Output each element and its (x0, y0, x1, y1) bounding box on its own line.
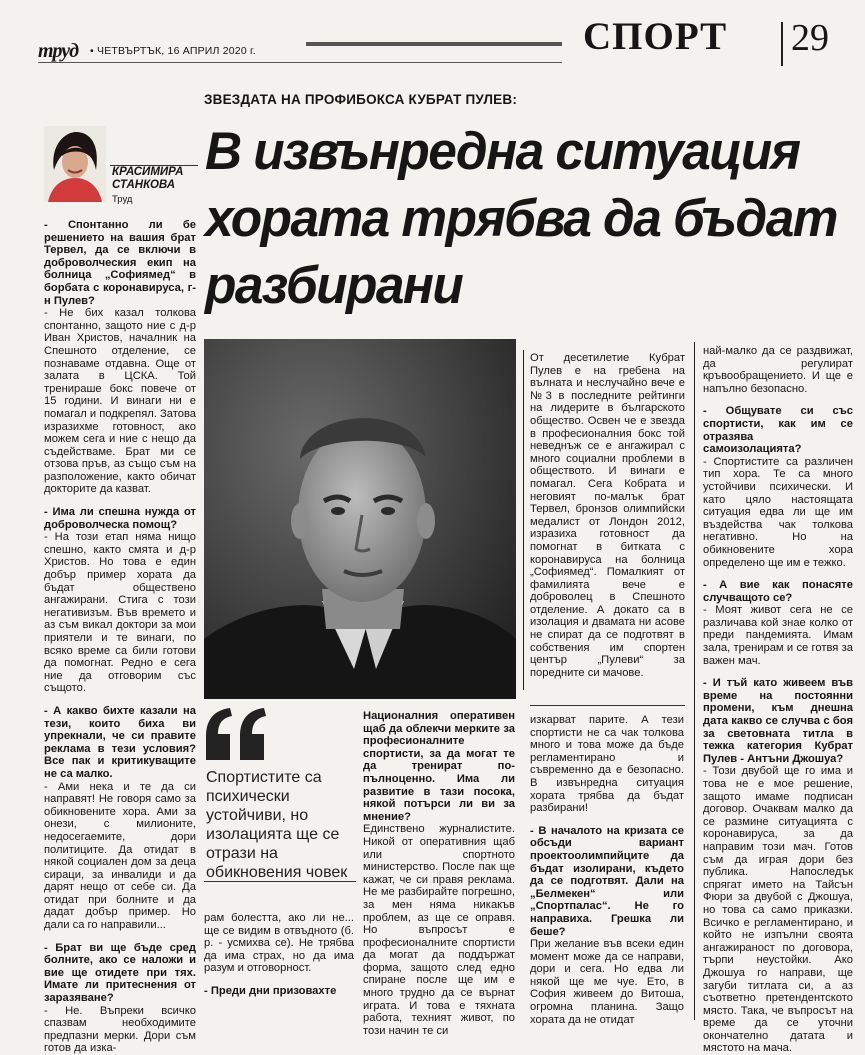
interview-question: - Преди дни призовахте (204, 984, 337, 997)
interview-answer: рам болестта, ако ли не... ще се видим в отвъдното (б. р. - усмихва се). Не трябва да има страх, но да има разум и отговорност. (204, 912, 354, 975)
headline: В извънредна ситуация хората трябва да бъдат разбирани (205, 122, 837, 315)
interview-answer: изкарват парите. А тези спортисти не са чак толкова много и това може да бъде регламентирано и съвременно да е безопасно. В извънредна ситуация хората трябва да бъдат разбирани! (530, 714, 684, 815)
article-column-3 (363, 710, 515, 1037)
column-rule (523, 350, 524, 690)
column-rule (530, 705, 685, 706)
interview-question: - Има ли спешна нужда от доброволческа помощ? (44, 506, 196, 531)
interview-question: Националния оперативен щаб да облекчи мерките за професионалните спортисти, за да могат те да тренират по-пълноценно. Има ли развитие в тази посока, някой потърси ли ви за мнение? (363, 710, 515, 823)
article-column-6 (703, 345, 853, 1055)
interview-question: - Брат ви ще бъде сред болните, ако се наложи и вие ще отидете при тях. Имате ли притеснения от заразяване? (44, 941, 196, 1005)
quote-mark-icon (204, 706, 268, 762)
author-avatar (44, 126, 106, 202)
article-column-2 (204, 912, 354, 1020)
masthead (38, 14, 860, 70)
interview-question: - И тъй като живеем във време на постоянни промени, към днешна дата какво се случва с боя за световната титла в тежка категория Кубрат Пулев - Антъни Джошуа? (703, 677, 853, 765)
interview-answer: - Този двубой ще го има и това не е мое решение, защото имаме подписан договор. Очаквам малко да се размине ситуацията с коронавируса, за да направим този мач. Готов съм да играя дори без публика. Напоследък спрягат името на Тайсън Фюри за двубой с Джошуа, но това са само приказки. Всичко е регламентирано, и който не изпълни своята ангажираност по договора, търпи неустойки. Ако Джошуа го направи, ще загуби титлата си, а аз съответно претендентското място. Така, че въпросът на време да се уточни окончателно датата и мястото на мача. (703, 765, 853, 1055)
interview-answer: най-малко да се раздвижат, да регулират кръвообращението. И ще е напълно безопасно. (703, 345, 853, 395)
header-separator (781, 22, 783, 66)
interview-question: - В началото на кризата се обсъди вариант проектоолимпийците да бъдат изолирани, където да се подготвят. Дали на „Белмекен“ или „Спортпалас“. Не го направиха. Грешка ли беше? (530, 824, 684, 938)
author-name (112, 166, 183, 192)
author-first-name: КРАСИМИРА (112, 166, 184, 178)
newspaper-logo: труд (38, 40, 79, 62)
interview-answer: При желание във всеки един момент може да се направи, дори и сега. Но едва ли някой ще ме чуе. Ето, в София живеем до Витоша, огромна планина. Защо хората да не отидат (530, 938, 684, 1026)
header-rule (306, 42, 562, 46)
page-number: 29 (791, 17, 829, 59)
interview-question: - А какво бихте казали на тези, които биха ви упрекнали, че си правите реклама в тези условия? Все пак и критикуващите не са малко. (44, 704, 196, 780)
interview-answer: - Ами нека и те да си направят! Не говоря само за обикновените хора. Ами за онези, с милионите, недосегаемите, дори политиците. Да отидат в някой социален дом за деца сираци, за инвалиди и да дарят нещо от себе си. Да отидат при болните и да дадат добър пример. Но дали са го направили... (44, 780, 196, 932)
interview-question: - Спонтанно ли бе решението на вашия брат Тервел, да се включи в доброволческия екип на болница „Софиямед“ в борбата с коронавируса, г-н Пулев? (44, 219, 196, 307)
interview-answer: - Моят живот сега не се различава кой знае колко от преди пандемията. Имам зала, тренирам и се готвя за важен мач. (703, 604, 853, 667)
kicker: ЗВЕЗДАТА НА ПРОФИБОКСА КУБРАТ ПУЛЕВ: (204, 92, 518, 107)
header-rule-bottom (38, 62, 562, 63)
interview-answer: - Спортистите са различен тип хора. Те са много устойчиви психически. И като цяло настоящата ситуация едва ли ще им въздейства чак толкова негативно. Но на обикновените хора определено ще им е тежко. (703, 455, 853, 569)
interview-answer: - Не бих казал толкова спонтанно, защото ние с д-р Иван Христов, началник на Спешното отделение, се познаваме отдавна. Още от залата в ЦСКА. Той тренираше бокс повече от 15 години. И винаги ни е помагал и подкрепял. Затова изразихме готовност, ако можем сега и ние с нещо да съдействаме. Брат ми се отзова пръв, аз също съм на разположение, както обичат докторите да казват. (44, 307, 196, 496)
pull-quote: Спортистите са психически устойчиви, но изолацията ще се отрази на обикновения човек (206, 769, 348, 881)
section-title: СПОРТ (583, 15, 728, 58)
author-organization: Труд (112, 194, 133, 205)
interview-question: - Общувате си със спортисти, как им се отразява самоизолацията? (703, 405, 853, 456)
interview-answer: - Не. Въпреки всичко спазвам необходимите предпазни мерки. Дори съм готов да изка- (44, 1004, 196, 1055)
interview-answer: От десетилетие Кубрат Пулев е на гребена на вълната и неслучайно вече е №3 в последните рейтинги на лидерите в българското общество. Освен че е звезда в професионалния бокс той неведнъж се е ангажирал с много социални проблеми в обществото. И винаги е помагал. Сега Кобрата и неговият по-малък брат Тервел, бронзов олимпийски медалист от Лондон 2012, изразиха готовност да помогнат в битката с коронавируса на болница „Софиямед“. Помалкият от фамилията вече е доброволец в Спешното отделение. А докато са в изолация и двамата ни асове не спират да се подготвят в собствения им спортен център „Пулеви“ за поредните си мачове. (530, 352, 685, 679)
interview-answer: - На този етап няма нищо спешно, както смята и д-р Христов. Но това е един добър пример хората да бъдат обществено ангажирани. Стига с този негативизъм. Във времето и аз съм викал доктори за мои приятели и те винаги, по всяко време са били готови да помогнат. Редно е сега ние да отговорим със същото. (44, 531, 196, 695)
author-last-name: СТАНКОВА (112, 179, 176, 191)
column-rule (694, 342, 695, 1020)
interview-answer: Единствено журналистите. Никой от оперативния щаб или спортното министерство. После пак ще кажат, че си правя реклама. Не ме разбирайте погрешно, за мен няма никакъв проблем, аз ще се оправя. Но въпросът е професионалните спортисти да могат да поддържат форма, защото след едно спиране после ще им е много трудно да се върнат играта. И това е тяхната работа, техният живот, по този начин те си (363, 823, 515, 1037)
interview-question: - А вие как понасяте случващото се? (703, 579, 853, 604)
article-intro-column (530, 352, 685, 692)
article-photo (204, 339, 516, 699)
pull-quote-rule (204, 881, 356, 882)
article-column-1 (44, 219, 196, 1055)
dateline: • ЧЕТВЪРТЪК, 16 АПРИЛ 2020 г. (90, 45, 256, 57)
article-column-4 (530, 714, 684, 1026)
